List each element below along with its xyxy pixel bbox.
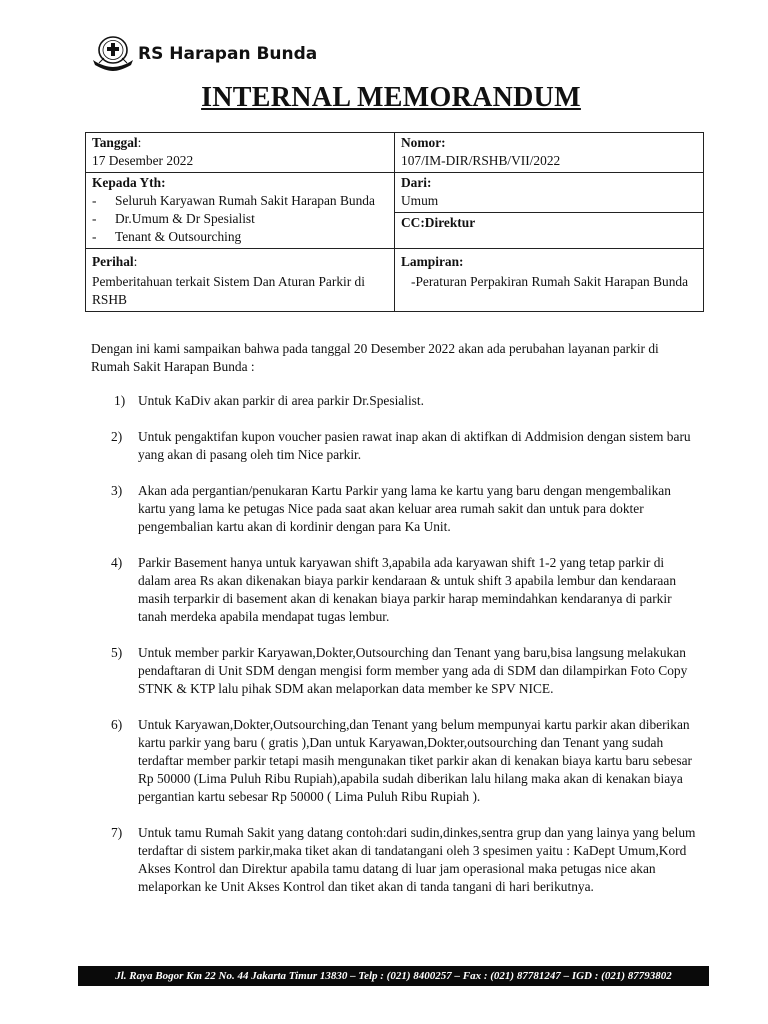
nomor-cell — [395, 133, 704, 173]
list-item — [91, 482, 700, 536]
list-item — [91, 428, 700, 464]
item-number: 3) — [111, 483, 123, 498]
perihal-cell: Perihal: Pemberitahuan terkait Sistem Dan Aturan Parkir di RSHB — [86, 249, 395, 312]
kepada-item: - Tenant & Outsourching — [92, 228, 389, 246]
hospital-logo — [90, 34, 317, 74]
item-number: 4) — [111, 555, 123, 570]
perihal-value: Pemberitahuan terkait Sistem Dan Aturan Parkir di RSHB — [92, 274, 365, 307]
dari-value: Umum — [401, 193, 439, 208]
hospital-name: RS Harapan Bunda — [138, 44, 318, 64]
item-text: Untuk tamu Rumah Sakit yang datang contoh:dari sudin,dinkes,sentra grup dan yang lainya yang belum terdaftar di sistem parkir,maka tiket akan di tandatangani oleh 3 spesimen yaitu : KaDept Umum,Kord Akses Kontrol dan Direktur apabila tamu datang di luar jam operasional maka petugas nice akan melaporkan ke Unit Akses Kontrol dan tiket akan di tanda tangani di hari berikutnya. — [138, 825, 696, 894]
tanggal-cell: Tanggal: 17 Desember 2022 — [86, 133, 395, 173]
item-number: 5) — [111, 645, 123, 660]
page-title: INTERNAL MEMORANDUM — [201, 82, 581, 113]
cc-cell — [395, 213, 704, 249]
memo-header-table — [85, 132, 704, 312]
rules-list — [91, 392, 700, 896]
lampiran-value: -Peraturan Perpakiran Rumah Sakit Harapan Bunda — [411, 274, 689, 289]
list-item — [91, 716, 700, 806]
kepada-cell — [86, 173, 395, 249]
tanggal-value: 17 Desember 2022 — [92, 153, 194, 168]
perihal-label: Perihal — [92, 254, 134, 269]
footer-address-bar: Jl. Raya Bogor Km 22 No. 44 Jakarta Timur 13830 – Telp : (021) 8400257 – Fax : (021) 87781247 – IGD : (021) 87793802 — [78, 966, 709, 986]
kepada-label: Kepada Yth: — [92, 175, 166, 190]
item-text: Untuk member parkir Karyawan,Dokter,Outsourching dan Tenant yang baru,bisa langsung melakukan pendaftaran di Unit SDM dengan mengisi form member yang ada di SDM dan dilampirkan Foto Copy STNK & KTP lalu pihak SDM akan melaporkan data member ke SPV NICE. — [138, 645, 688, 696]
intro-paragraph: Dengan ini kami sampaikan bahwa pada tanggal 20 Desember 2022 akan ada perubahan layanan parkir di Rumah Sakit Harapan Bunda : — [91, 341, 659, 374]
item-number: 2) — [111, 429, 123, 444]
kepada-item: - Seluruh Karyawan Rumah Sakit Harapan Bunda — [92, 192, 389, 210]
hospital-emblem-icon — [90, 34, 136, 74]
kepada-item: - Dr.Umum & Dr Spesialist — [92, 210, 389, 228]
kepada-list — [92, 192, 389, 246]
list-item — [91, 644, 700, 698]
tanggal-label: Tanggal — [92, 135, 138, 150]
item-text: Untuk Karyawan,Dokter,Outsourching,dan Tenant yang belum mempunyai kartu parkir akan diberikan kartu parkir yang baru ( gratis ),Dan untuk Karyawan,Dokter,outsourching dan Tenant yang sudah terdaftar member parkir tetapi masih mengunakan tiket parkir akan di kenakan biaya kartu baru sebesar Rp 50000 (Lima Puluh Ribu Rupiah),apabila sudah diberikan lalu hilang maka akan di kenakan biaya pergantian kartu sebesar Rp 50000 ( Lima Puluh Ribu Rupiah ). — [138, 717, 692, 804]
item-number: 1) — [114, 393, 126, 408]
item-text: Untuk KaDiv akan parkir di area parkir Dr.Spesialist. — [138, 393, 424, 408]
nomor-label: Nomor: — [401, 135, 446, 150]
lampiran-cell — [395, 249, 704, 312]
cc-label: CC:Direktur — [401, 215, 476, 230]
item-text: Parkir Basement hanya untuk karyawan shift 3,apabila ada karyawan shift 1-2 yang tetap parkir di dalam area Rs akan dikenakan biaya parkir kendaraan & untuk shift 3 apabila lembur dan kendaraan masih terparkir di basement akan di kenakan biaya parkir harap memindahkan kendaranya di parkir tanah merdeka apabila mendapat tugas lembur. — [138, 555, 677, 624]
dari-cell — [395, 173, 704, 213]
lampiran-label: Lampiran: — [401, 254, 464, 269]
item-text: Untuk pengaktifan kupon voucher pasien rawat inap akan di aktifkan di Addmision dengan sistem baru yang akan di pasang oleh tim Nice parkir. — [138, 429, 691, 462]
list-item — [91, 824, 700, 896]
list-item — [91, 554, 700, 626]
item-text: Akan ada pergantian/penukaran Kartu Parkir yang lama ke kartu yang baru dengan mengembalikan kartu yang lama ke petugas Nice pada saat akan keluar area rumah sakit dan untuk para dokter pengembalian kartu akan di kordinir dengan para Ka Unit. — [138, 483, 671, 534]
dari-label: Dari: — [401, 175, 432, 190]
item-number: 7) — [111, 825, 123, 840]
list-item — [91, 392, 700, 410]
nomor-value: 107/IM-DIR/RSHB/VII/2022 — [401, 153, 561, 168]
item-number: 6) — [111, 717, 123, 732]
